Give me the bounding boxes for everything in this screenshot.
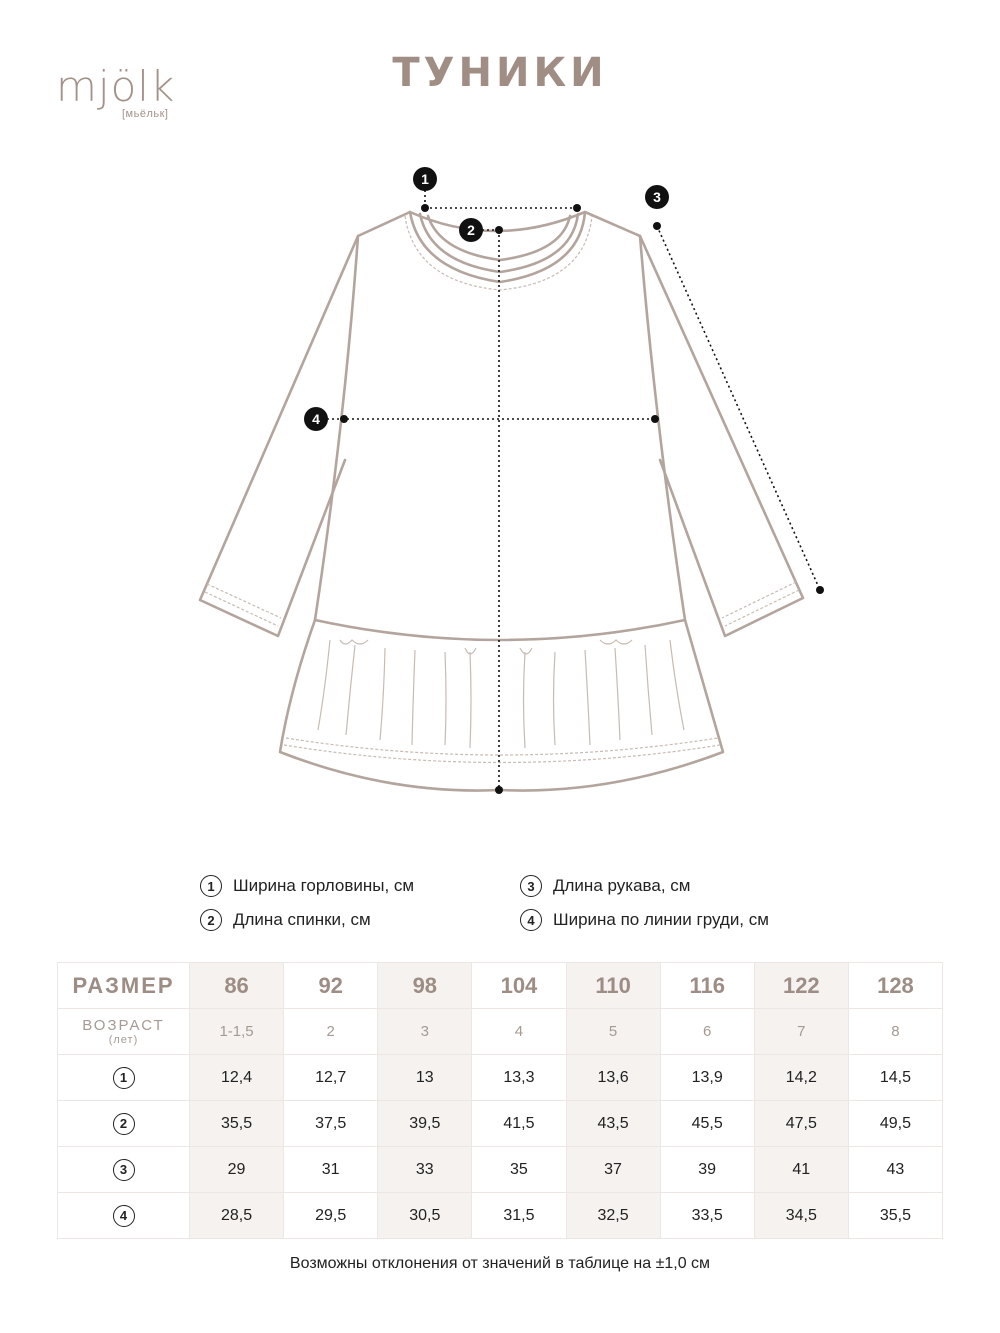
legend-item-1 [200, 872, 414, 900]
value-cell: 12,7 [284, 1055, 378, 1101]
tunic-body-outline [315, 212, 685, 640]
badge-3 [645, 185, 669, 209]
measurement-row-4 [58, 1193, 943, 1239]
value-cell: 45,5 [660, 1101, 754, 1147]
tunic-drawing [0, 160, 1000, 820]
age-cell: 6 [660, 1009, 754, 1055]
value-cell: 13,3 [472, 1055, 566, 1101]
value-cell: 41,5 [472, 1101, 566, 1147]
value-cell: 47,5 [754, 1101, 848, 1147]
size-cell: 92 [284, 963, 378, 1009]
value-cell: 29,5 [284, 1193, 378, 1239]
left-sleeve-outline [200, 236, 358, 636]
row-number: 3 [113, 1159, 135, 1181]
value-cell: 43 [848, 1147, 942, 1193]
measurement-row-2 [58, 1101, 943, 1147]
row-number: 4 [113, 1205, 135, 1227]
legend-item-4 [520, 906, 769, 934]
row-number-cell [58, 1055, 190, 1101]
legend-number: 1 [200, 875, 222, 897]
size-cell: 98 [378, 963, 472, 1009]
size-cell: 110 [566, 963, 660, 1009]
badge-4-label: 4 [312, 411, 320, 427]
size-cell: 122 [754, 963, 848, 1009]
value-cell: 14,2 [754, 1055, 848, 1101]
value-cell: 13,9 [660, 1055, 754, 1101]
ruffle-outline [280, 620, 723, 791]
size-cell: 104 [472, 963, 566, 1009]
legend-item-2 [200, 906, 371, 934]
age-cell: 1-1,5 [190, 1009, 284, 1055]
age-header-unit: (лет) [108, 1034, 139, 1046]
age-row [58, 1009, 943, 1055]
row-number: 2 [113, 1113, 135, 1135]
age-header [58, 1009, 190, 1055]
measure-sleeve-length [657, 226, 820, 590]
measurement-row-1 [58, 1055, 943, 1101]
legend-label: Ширина по линии груди, см [553, 910, 769, 929]
badge-1-label: 1 [421, 171, 429, 187]
size-cell: 128 [848, 963, 942, 1009]
brand-name: mjölk [56, 62, 176, 111]
value-cell: 34,5 [754, 1193, 848, 1239]
size-table [57, 962, 943, 1239]
legend-number: 3 [520, 875, 542, 897]
badge-3-label: 3 [653, 189, 661, 205]
badge-2 [459, 218, 483, 242]
size-cell: 116 [660, 963, 754, 1009]
right-sleeve-outline [640, 236, 803, 636]
badge-1 [413, 167, 437, 191]
value-cell: 31,5 [472, 1193, 566, 1239]
value-cell: 39,5 [378, 1101, 472, 1147]
value-cell: 30,5 [378, 1193, 472, 1239]
value-cell: 37 [566, 1147, 660, 1193]
row-number-cell [58, 1147, 190, 1193]
row-number-cell [58, 1101, 190, 1147]
value-cell: 33 [378, 1147, 472, 1193]
tolerance-note: Возможны отклонения от значений в таблице на ±1,0 см [289, 1255, 711, 1272]
value-cell: 41 [754, 1147, 848, 1193]
age-cell: 3 [378, 1009, 472, 1055]
value-cell: 35 [472, 1147, 566, 1193]
page-title: ТУНИКИ [392, 50, 608, 96]
brand-subtitle: [мьёльк] [122, 108, 169, 120]
value-cell: 14,5 [848, 1055, 942, 1101]
legend-number: 2 [200, 909, 222, 931]
value-cell: 35,5 [190, 1101, 284, 1147]
value-cell: 33,5 [660, 1193, 754, 1239]
size-cell: 86 [190, 963, 284, 1009]
age-cell: 8 [848, 1009, 942, 1055]
size-row [58, 963, 943, 1009]
row-number-cell [58, 1193, 190, 1239]
value-cell: 49,5 [848, 1101, 942, 1147]
value-cell: 37,5 [284, 1101, 378, 1147]
legend-label: Ширина горловины, см [233, 876, 415, 895]
value-cell: 13,6 [566, 1055, 660, 1101]
value-cell: 32,5 [566, 1193, 660, 1239]
age-header-label: ВОЗРАСТ [82, 1017, 165, 1034]
legend-label: Длина рукава, см [553, 876, 691, 895]
value-cell: 43,5 [566, 1101, 660, 1147]
legend-number: 4 [520, 909, 542, 931]
value-cell: 31 [284, 1147, 378, 1193]
age-cell: 5 [566, 1009, 660, 1055]
size-header: РАЗМЕР [58, 963, 190, 1009]
legend-label: Длина спинки, см [233, 910, 371, 929]
measurement-row-3 [58, 1147, 943, 1193]
legend-item-3 [520, 872, 690, 900]
value-cell: 35,5 [848, 1193, 942, 1239]
row-number: 1 [113, 1067, 135, 1089]
value-cell: 13 [378, 1055, 472, 1101]
age-cell: 2 [284, 1009, 378, 1055]
value-cell: 28,5 [190, 1193, 284, 1239]
badge-4 [304, 407, 328, 431]
value-cell: 29 [190, 1147, 284, 1193]
value-cell: 12,4 [190, 1055, 284, 1101]
age-cell: 4 [472, 1009, 566, 1055]
value-cell: 39 [660, 1147, 754, 1193]
badge-2-label: 2 [467, 222, 475, 238]
age-cell: 7 [754, 1009, 848, 1055]
